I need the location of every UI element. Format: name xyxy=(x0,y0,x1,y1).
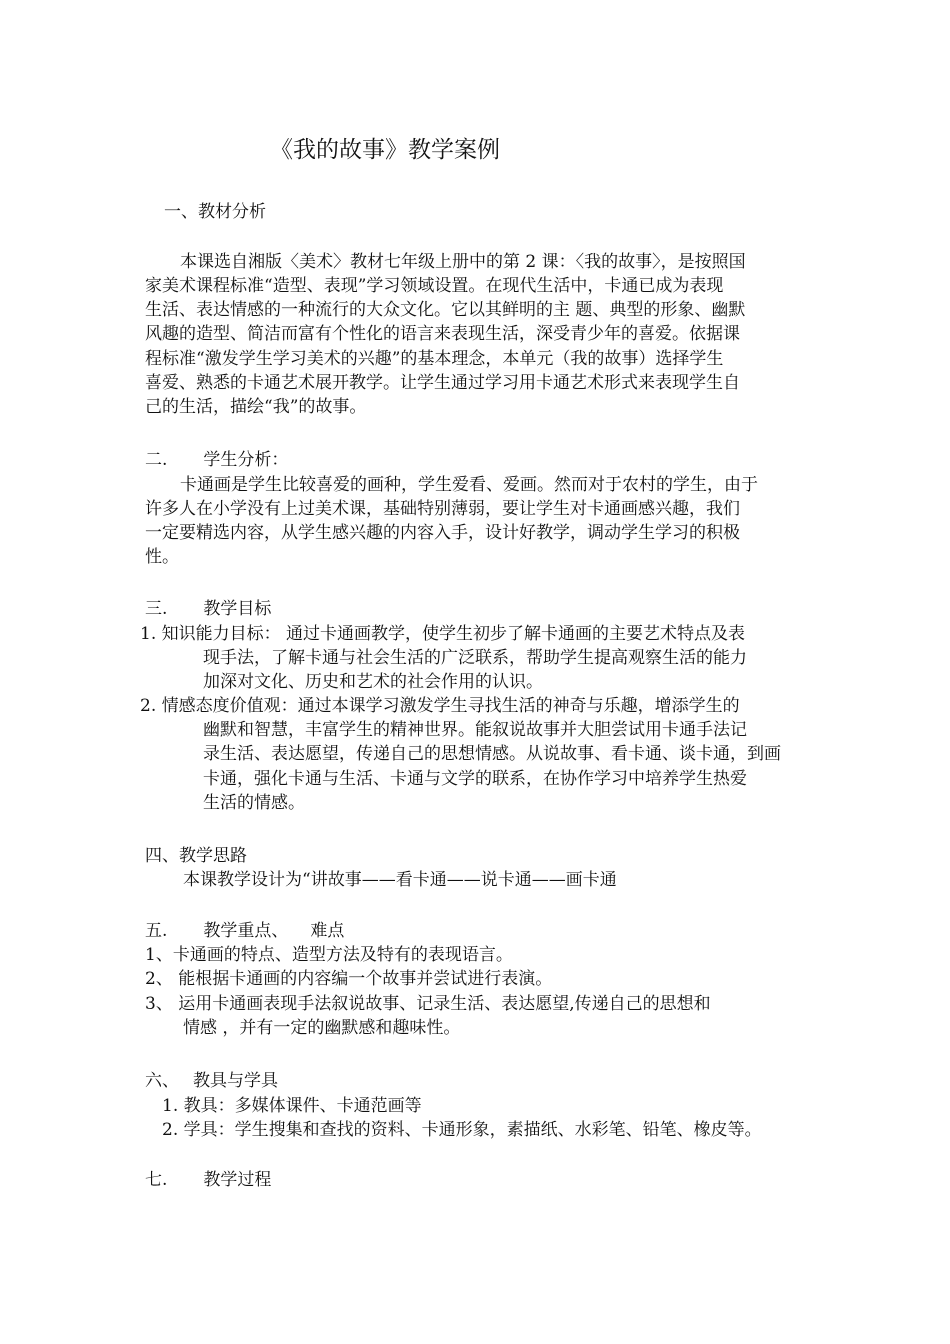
section-2-line-4: 性。 xyxy=(145,547,179,567)
section-1-line-7: 己的生活，描绘“我”的故事。 xyxy=(145,397,367,417)
section-2-line-3: 一定要精选内容，从学生感兴趣的内容入手，设计好教学，调动学生学习的积极 xyxy=(145,523,740,543)
section-3-title: 教学目标 xyxy=(203,599,272,619)
section-4-heading: 四、教学思路 xyxy=(145,846,247,866)
section-6-heading xyxy=(145,1069,278,1093)
goal-2-first-line: 2. 情感态度价值观：通过本课学习激发学生寻找生活的神奇与乐趣，增添学生的 xyxy=(140,696,740,716)
goal-2-line-4: 卡通，强化卡通与生活、卡通与文学的联系，在协作学习中培养学生热爱 xyxy=(203,769,747,789)
goal-2-line-5: 生活的情感。 xyxy=(203,793,305,813)
key-point-3-cont: 情感 ，并有一定的幽默感和趣味性。 xyxy=(183,1018,461,1038)
section-1-line-1: 本课选自湘版〈美术〉教材七年级上册中的第 2 课：〈我的故事〉，是按照国 xyxy=(180,252,746,272)
section-3-number: 三. xyxy=(145,599,168,619)
section-1-heading: 一、教材分析 xyxy=(164,202,266,222)
section-2-number: 二. xyxy=(145,450,168,470)
section-6-number: 六、 xyxy=(145,1071,179,1091)
goal-2-line-2: 幽默和智慧，丰富学生的精神世界。能叙说故事并大胆尝试用卡通手法记 xyxy=(203,720,747,740)
section-1-line-2: 家美术课程标准“造型、表现”学习领域设置。在现代生活中，卡通已成为表现 xyxy=(145,276,724,296)
document-title: 《我的故事》教学案例 xyxy=(270,137,500,163)
section-3-heading xyxy=(145,597,271,621)
section-5-title: 教学重点、 xyxy=(203,921,289,941)
section-6-title: 教具与学具 xyxy=(193,1071,278,1091)
goal-1-first-line: 1. 知识能力目标： 通过卡通画教学，使学生初步了解卡通画的主要艺术特点及表 xyxy=(140,624,746,644)
section-1-line-6: 喜爱、熟悉的卡通艺术展开教学。让学生通过学习用卡通艺术形式来表现学生自 xyxy=(145,373,740,393)
section-2-line-2: 许多人在小学没有上过美术课，基础特别薄弱，要让学生对卡通画感兴趣，我们 xyxy=(145,499,740,519)
section-2-line-1: 卡通画是学生比较喜爱的画种，学生爱看、爱画。然而对于农村的学生，由于 xyxy=(180,475,758,495)
goal-2-line-3: 录生活、表达愿望，传递自己的思想情感。从说故事、看卡通、谈卡通，到画 xyxy=(203,744,781,764)
section-5-title-2: 难点 xyxy=(310,921,345,941)
section-7-number: 七. xyxy=(145,1170,168,1190)
teaching-aids: 1. 教具：多媒体课件、卡通范画等 xyxy=(162,1096,422,1116)
key-point-3: 3、 运用卡通画表现手法叙说故事、记录生活、表达愿望,传递自己的思想和 xyxy=(145,994,711,1014)
key-point-1: 1、卡通画的特点、造型方法及特有的表现语言。 xyxy=(145,945,513,965)
section-1-line-3: 生活、表达情感的一种流行的大众文化。它以其鲜明的主 题、典型的形象、幽默 xyxy=(145,300,746,320)
section-1-line-5: 程标准“激发学生学习美术的兴趣”的基本理念，本单元（我的故事）选择学生 xyxy=(145,349,724,369)
section-5-number: 五. xyxy=(145,921,168,941)
section-2-title: 学生分析： xyxy=(203,450,289,470)
section-4-line: 本课教学设计为“讲故事——看卡通——说卡通——画卡通 xyxy=(183,870,617,890)
section-7-title: 教学过程 xyxy=(203,1170,272,1190)
learning-tools: 2. 学具：学生搜集和查找的资料、卡通形象，素描纸、水彩笔、铅笔、橡皮等。 xyxy=(162,1120,762,1140)
key-point-2: 2、 能根据卡通画的内容编一个故事并尝试进行表演。 xyxy=(145,969,553,989)
goal-1-line-2: 现手法，了解卡通与社会生活的广泛联系，帮助学生提高观察生活的能力 xyxy=(203,648,747,668)
goal-1-line-3: 加深对文化、历史和艺术的社会作用的认识。 xyxy=(203,672,543,692)
section-5-heading xyxy=(145,919,344,943)
section-7-heading xyxy=(145,1168,271,1192)
section-2-heading xyxy=(145,448,288,472)
section-1-line-4: 风趣的造型、简洁而富有个性化的语言来表现生活，深受青少年的喜爱。依据课 xyxy=(145,324,740,344)
